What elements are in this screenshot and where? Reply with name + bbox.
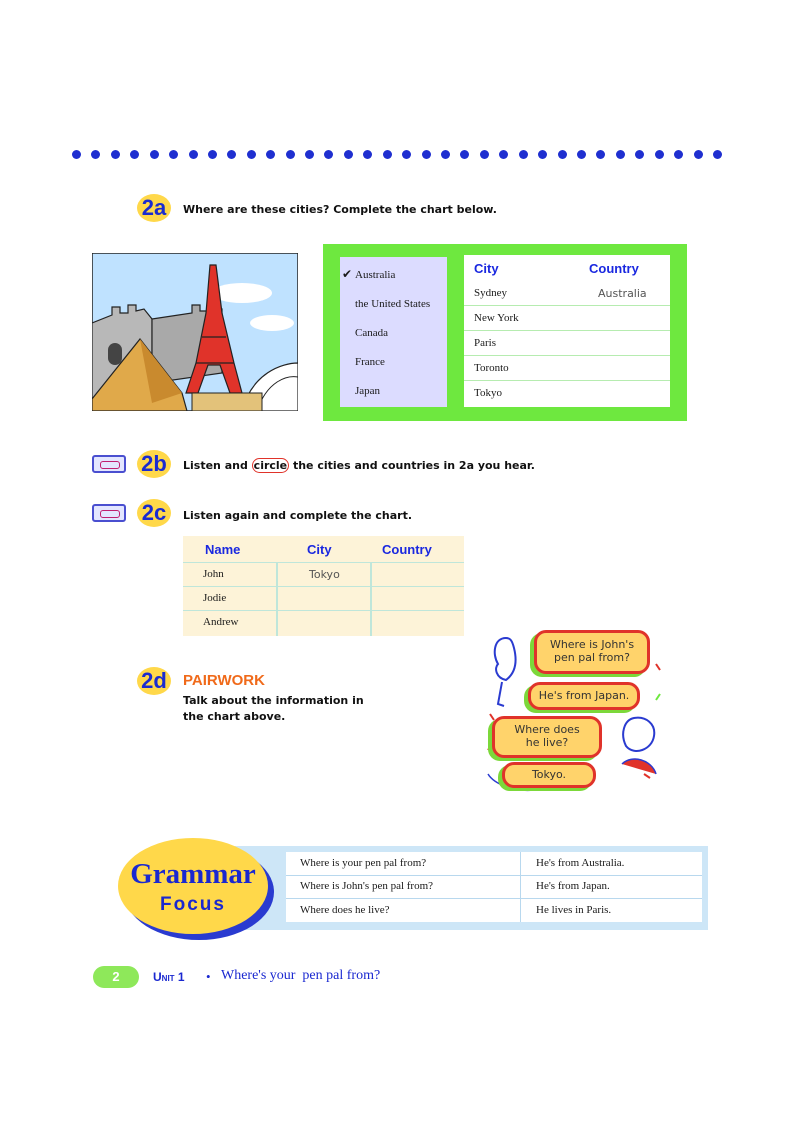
section-2d-header xyxy=(137,667,171,695)
section-2b-header xyxy=(137,450,171,478)
divider-dot xyxy=(674,150,683,159)
speech-bubble xyxy=(492,716,602,758)
divider-dot xyxy=(363,150,372,159)
pairwork-illustration xyxy=(484,624,664,796)
bubble-text: pen pal from? xyxy=(554,651,630,664)
divider-dot xyxy=(150,150,159,159)
divider-dot xyxy=(460,150,469,159)
divider-dot xyxy=(247,150,256,159)
divider-dot xyxy=(538,150,547,159)
divider-dot xyxy=(305,150,314,159)
instruction-text: the cities and countries in 2a you hear. xyxy=(289,459,535,472)
divider-dot xyxy=(635,150,644,159)
divider-dot xyxy=(91,150,100,159)
column-header-city: City xyxy=(307,542,332,557)
divider-dot xyxy=(344,150,353,159)
cell-city: Tokyo xyxy=(309,568,340,581)
exercise-badge-2a: 2a xyxy=(137,194,171,222)
divider-dot xyxy=(208,150,217,159)
section-2a-header xyxy=(137,194,171,222)
column-header-name: Name xyxy=(205,542,241,557)
cell-country: Australia xyxy=(598,287,647,300)
country-item: Japan xyxy=(355,385,381,397)
cell-name: Andrew xyxy=(203,616,239,628)
cell-city: Toronto xyxy=(474,362,509,374)
grammar-answer: He's from Japan. xyxy=(536,880,610,892)
divider-dot xyxy=(519,150,528,159)
table-row xyxy=(286,898,702,921)
circled-word: circle xyxy=(253,459,288,472)
table-row xyxy=(464,355,670,381)
bubble-text: Where does xyxy=(514,723,580,736)
divider-dot xyxy=(499,150,508,159)
grammar-answer: He lives in Paris. xyxy=(536,904,612,916)
divider-dot xyxy=(441,150,450,159)
country-item: France xyxy=(355,356,385,368)
divider-dot xyxy=(227,150,236,159)
landmarks-illustration xyxy=(92,253,298,411)
grammar-question: Where is John's pen pal from? xyxy=(300,880,434,892)
country-list xyxy=(340,257,447,407)
bubble-text: He's from Japan. xyxy=(538,689,630,702)
divider-dot xyxy=(577,150,586,159)
footer-bullet: • xyxy=(206,969,211,984)
table-row xyxy=(464,380,670,406)
grammar-title: Grammar xyxy=(130,858,256,890)
divider-dot xyxy=(694,150,703,159)
check-mark-icon: ✔ xyxy=(342,267,353,281)
divider-dot xyxy=(402,150,411,159)
instruction-2d-line1: Talk about the information in xyxy=(183,694,364,707)
speech-bubble xyxy=(534,630,650,674)
bubble-text: Where is John's xyxy=(549,638,635,651)
instruction-text: Listen and xyxy=(183,459,252,472)
divider-dot xyxy=(596,150,605,159)
instruction-2a: Where are these cities? Complete the chart below. xyxy=(183,203,497,216)
grammar-question: Where does he live? xyxy=(300,904,390,916)
table-row xyxy=(183,562,464,587)
divider-dot xyxy=(422,150,431,159)
divider-dot xyxy=(72,150,81,159)
table-row xyxy=(183,586,464,611)
table-row xyxy=(464,330,670,356)
cassette-tape-icon xyxy=(92,455,126,473)
table-row xyxy=(286,852,702,876)
column-header-city: City xyxy=(474,261,499,276)
table-row xyxy=(464,305,670,331)
cell-city: Tokyo xyxy=(474,387,502,399)
unit-label: Unit 1 xyxy=(153,970,185,984)
divider-dot xyxy=(286,150,295,159)
grammar-question: Where is your pen pal from? xyxy=(300,857,427,869)
name-city-country-chart xyxy=(183,536,464,636)
bubble-text: he live? xyxy=(525,736,569,749)
instruction-2d-line2: the chart above. xyxy=(183,710,286,723)
speech-bubble xyxy=(502,762,596,788)
country-item: Australia xyxy=(355,269,396,281)
divider-dot xyxy=(324,150,333,159)
table-row xyxy=(286,875,702,899)
instruction-2c: Listen again and complete the chart. xyxy=(183,509,413,522)
divider-dot xyxy=(189,150,198,159)
instruction-2b xyxy=(183,459,535,472)
divider-dot xyxy=(266,150,275,159)
column-header-country: Country xyxy=(589,261,639,276)
pairwork-title: PAIRWORK xyxy=(183,672,265,689)
exercise-badge-2b: 2b xyxy=(137,450,171,478)
section-2c-header xyxy=(137,499,171,527)
focus-subtitle: Focus xyxy=(160,894,226,915)
table-row xyxy=(464,282,670,307)
unit-title: Where's your pen pal from? xyxy=(221,968,381,983)
country-item: the United States xyxy=(355,298,431,310)
divider-dot xyxy=(169,150,178,159)
country-item: Canada xyxy=(355,327,388,339)
divider-dot xyxy=(558,150,567,159)
divider-dot xyxy=(111,150,120,159)
cell-city: Paris xyxy=(474,337,496,349)
divider-dot xyxy=(713,150,722,159)
cell-city: New York xyxy=(474,312,519,324)
exercise-badge-2d: 2d xyxy=(137,667,171,695)
grammar-focus-table xyxy=(286,852,702,922)
exercise-badge-2c: 2c xyxy=(137,499,171,527)
bubble-text: Tokyo. xyxy=(531,768,567,781)
cell-name: Jodie xyxy=(203,592,227,604)
divider-dot xyxy=(383,150,392,159)
divider-dot xyxy=(480,150,489,159)
divider-dot xyxy=(655,150,664,159)
cell-name: John xyxy=(203,568,224,580)
dotted-divider xyxy=(72,150,722,162)
grammar-answer: He's from Australia. xyxy=(536,857,625,869)
speech-bubble xyxy=(528,682,640,710)
column-header-country: Country xyxy=(382,542,432,557)
grammar-focus-logo xyxy=(118,838,268,934)
table-row xyxy=(183,610,464,635)
cassette-tape-icon xyxy=(92,504,126,522)
divider-dot xyxy=(616,150,625,159)
cell-city: Sydney xyxy=(474,287,507,299)
city-country-chart xyxy=(464,255,670,407)
page-number: 2 xyxy=(93,966,139,988)
divider-dot xyxy=(130,150,139,159)
